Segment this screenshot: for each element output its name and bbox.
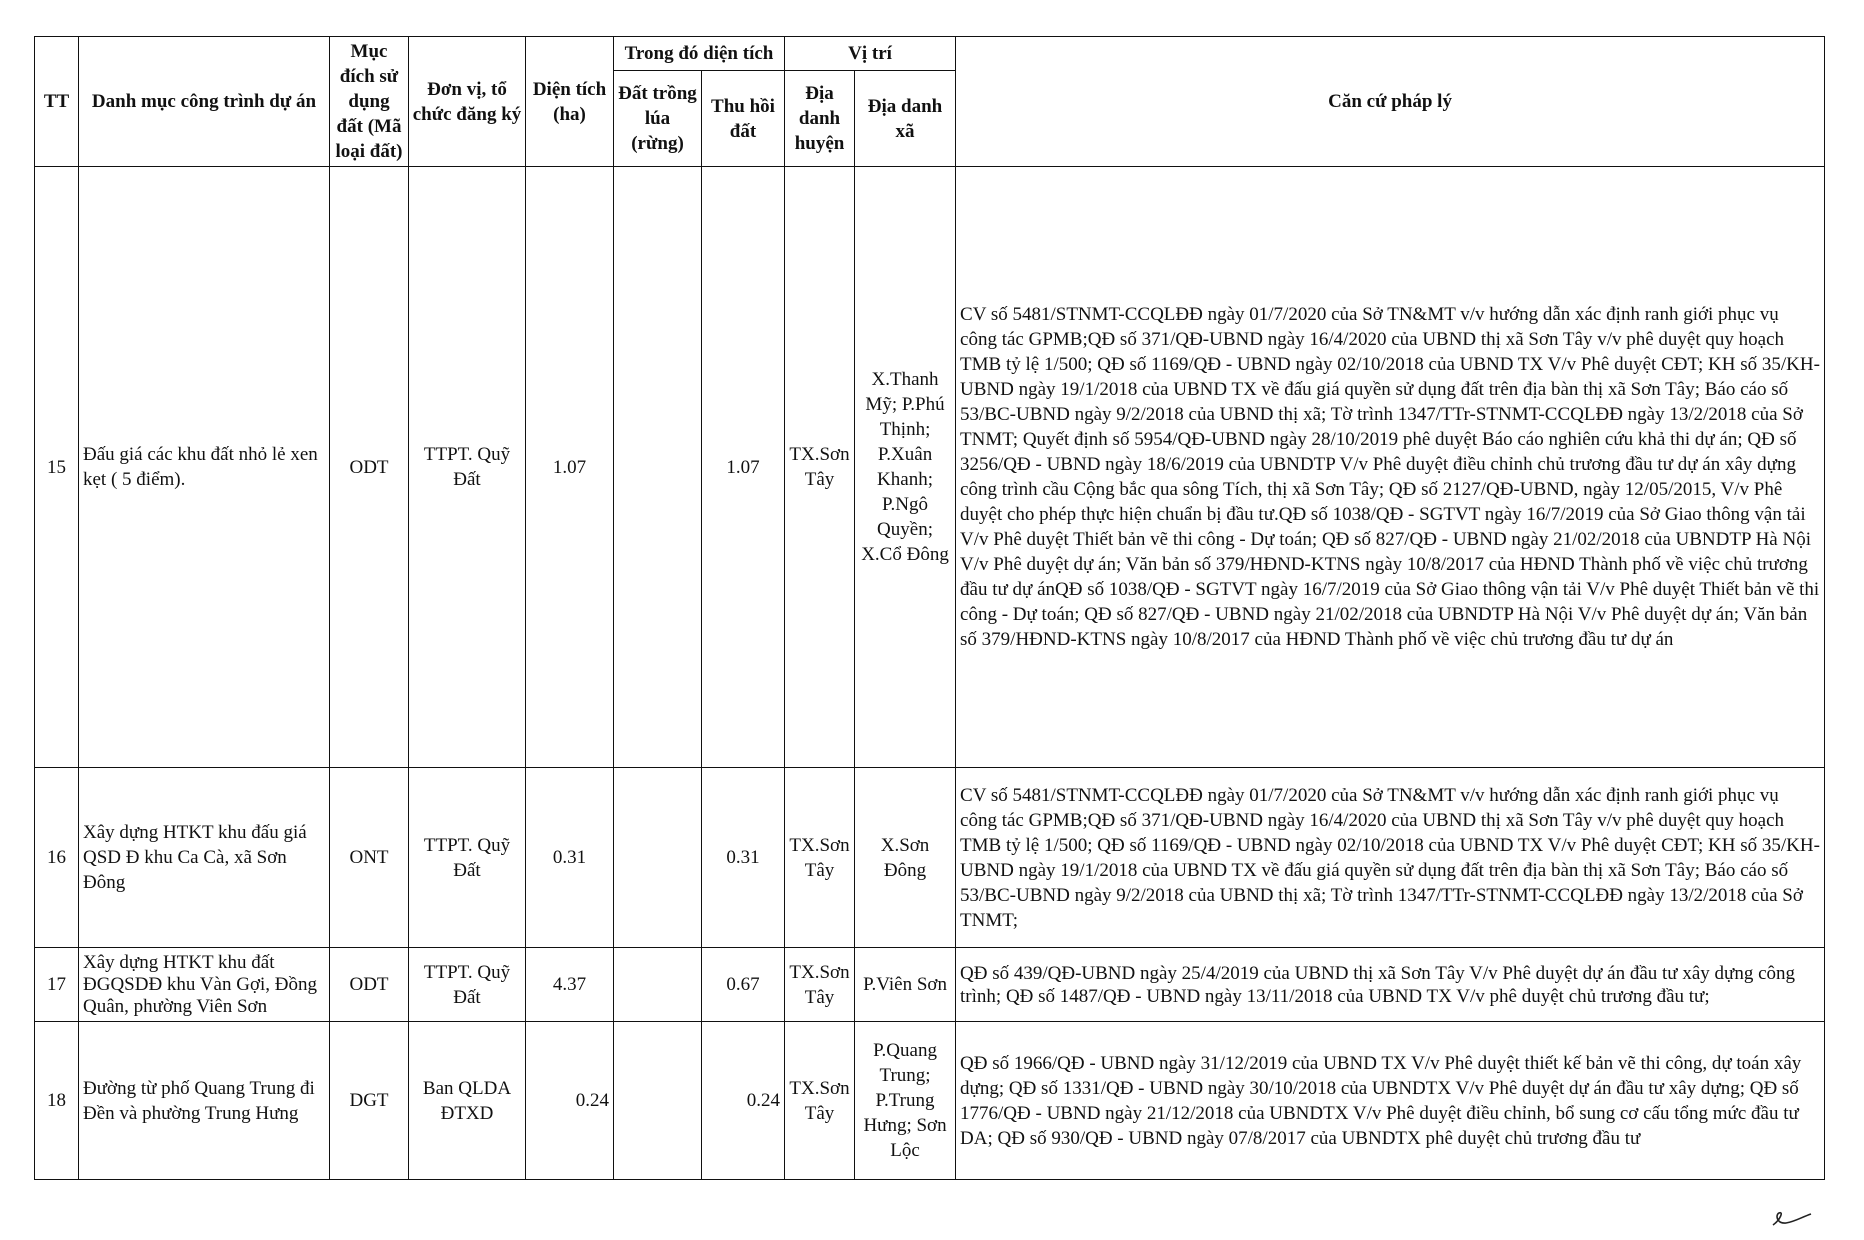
row-project: Xây dựng HTKT khu đất ĐGQSDĐ khu Vàn Gợi, Đồng Quân, phường Viên Sơn bbox=[79, 948, 330, 1022]
row-project: Đường từ phố Quang Trung đi Đền và phường Trung Hưng bbox=[79, 1022, 330, 1180]
row-tt: 15 bbox=[35, 167, 79, 768]
row-area: 1.07 bbox=[526, 167, 614, 768]
header-rice: Đất trồng lúa (rừng) bbox=[614, 71, 702, 167]
row-project: Xây dựng HTKT khu đấu giá QSD Đ khu Ca Cà, xã Sơn Đông bbox=[79, 768, 330, 948]
row-purpose: ODT bbox=[330, 948, 409, 1022]
row-legal: QĐ số 1966/QĐ - UBND ngày 31/12/2019 của UBND TX V/v Phê duyệt thiết kế bản vẽ thi công, dự toán xây dựng; QĐ số 1331/QĐ - UBND ngày 30/10/2018 của UBNDTX V/v Phê duyệt dự án đầu tư xây dựng; QĐ số 1776/QĐ - UBND ngày 21/12/2018 của UBNDTX V/v Phê duyệt điều chỉnh, bổ sung cơ cấu tổng mức đầu tư DA; QĐ số 930/QĐ - UBND ngày 07/8/2017 của UBNDTX phê duyệt chủ trương đầu tư bbox=[956, 1022, 1825, 1180]
row-unit: TTPT. Quỹ Đất bbox=[409, 167, 526, 768]
header-unit: Đơn vị, tổ chức đăng ký bbox=[409, 37, 526, 167]
row-legal: CV số 5481/STNMT-CCQLĐĐ ngày 01/7/2020 của Sở TN&MT v/v hướng dẫn xác định ranh giới phục vụ công tác GPMB;QĐ số 371/QĐ-UBND ngày 16/4/2020 của UBND thị xã Sơn Tây v/v phê duyệt quy hoạch TMB tỷ lệ 1/500; QĐ số 1169/QĐ - UBND ngày 02/10/2018 của UBND TX V/v Phê duyệt CĐT; KH số 35/KH-UBND ngày 19/1/2018 của UBND TX về đấu giá quyền sử dụng đất trên địa bàn thị xã Sơn Tây; Báo cáo số 53/BC-UBND ngày 9/2/2018 của UBND thị xã; Tờ trình 1347/TTr-STNMT-CCQLĐĐ ngày 13/2/2018 của Sở TNMT; bbox=[956, 768, 1825, 948]
table-row bbox=[35, 768, 1825, 948]
header-area: Diện tích (ha) bbox=[526, 37, 614, 167]
row-legal: QĐ số 439/QĐ-UBND ngày 25/4/2019 của UBND thị xã Sơn Tây V/v Phê duyệt dự án đầu tư xây dựng công trình; QĐ số 1487/QĐ - UBND ngày 13/11/2018 của UBND TX V/v phê duyệt chủ trương đầu tư; bbox=[956, 948, 1825, 1022]
row-commune: X.Sơn Đông bbox=[855, 768, 956, 948]
row-recovered: 0.67 bbox=[702, 948, 785, 1022]
header-group-area: Trong đó diện tích bbox=[614, 37, 785, 71]
row-rice bbox=[614, 167, 702, 768]
signature-mark bbox=[1770, 1208, 1814, 1230]
table-row bbox=[35, 948, 1825, 1022]
row-district: TX.Sơn Tây bbox=[785, 948, 855, 1022]
header-purpose: Mục đích sử dụng đất (Mã loại đất) bbox=[330, 37, 409, 167]
row-recovered: 0.24 bbox=[702, 1022, 785, 1180]
row-unit: TTPT. Quỹ Đất bbox=[409, 948, 526, 1022]
header-tt: TT bbox=[35, 37, 79, 167]
row-area: 0.31 bbox=[526, 768, 614, 948]
row-rice bbox=[614, 1022, 702, 1180]
row-legal: CV số 5481/STNMT-CCQLĐĐ ngày 01/7/2020 của Sở TN&MT v/v hướng dẫn xác định ranh giới phục vụ công tác GPMB;QĐ số 371/QĐ-UBND ngày 16/4/2020 của UBND thị xã Sơn Tây v/v phê duyệt quy hoạch TMB tỷ lệ 1/500; QĐ số 1169/QĐ - UBND ngày 02/10/2018 của UBND TX V/v Phê duyệt CĐT; KH số 35/KH-UBND ngày 19/1/2018 của UBND TX về đấu giá quyền sử dụng đất trên địa bàn thị xã Sơn Tây; Báo cáo số 53/BC-UBND ngày 9/2/2018 của UBND thị xã; Tờ trình 1347/TTr-STNMT-CCQLĐĐ ngày 13/2/2018 của Sở TNMT; Quyết định số 5954/QĐ-UBND ngày 28/10/2019 phê duyệt Báo cáo nghiên cứu khả thi dự án; QĐ số 3256/QĐ - UBND ngày 18/6/2019 của UBNDTP V/v Phê duyệt điều chỉnh chủ trương đầu tư dự án xây dựng công trình cầu Cộng bắc qua sông Tích, thị xã Sơn Tây; QĐ số 2127/QĐ-UBND, ngày 12/05/2015, V/v Phê duyệt cho phép thực hiện chuẩn bị đầu tư.QĐ số 1038/QĐ - SGTVT ngày 16/7/2019 của Sở Giao thông vận tải V/v Phê duyệt Thiết bản vẽ thi công - Dự toán; QĐ số 827/QĐ - UBND ngày 21/02/2018 của UBNDTP Hà Nội V/v Phê duyệt dự án; Văn bản số 379/HĐND-KTNS ngày 10/8/2017 của HĐND Thành phố về việc chủ trương đầu tư dự ánQĐ số 1038/QĐ - SGTVT ngày 16/7/2019 của Sở Giao thông vận tải V/v Phê duyệt Thiết bản vẽ thi công - Dự toán; QĐ số 827/QĐ - UBND ngày 21/02/2018 của UBNDTP Hà Nội V/v Phê duyệt dự án; Văn bản số 379/HĐND-KTNS ngày 10/8/2017 của HĐND Thành phố về việc chủ trương đầu tư dự án bbox=[956, 167, 1825, 768]
row-district: TX.Sơn Tây bbox=[785, 1022, 855, 1180]
document-page bbox=[34, 36, 1824, 1180]
header-commune: Địa danh xã bbox=[855, 71, 956, 167]
row-recovered: 1.07 bbox=[702, 167, 785, 768]
row-commune: P.Quang Trung; P.Trung Hưng; Sơn Lộc bbox=[855, 1022, 956, 1180]
row-recovered: 0.31 bbox=[702, 768, 785, 948]
row-district: TX.Sơn Tây bbox=[785, 768, 855, 948]
row-unit: TTPT. Quỹ Đất bbox=[409, 768, 526, 948]
header-legal: Căn cứ pháp lý bbox=[956, 37, 1825, 167]
row-rice bbox=[614, 948, 702, 1022]
row-tt: 18 bbox=[35, 1022, 79, 1180]
header-group-location: Vị trí bbox=[785, 37, 956, 71]
row-purpose: ONT bbox=[330, 768, 409, 948]
row-unit: Ban QLDA ĐTXD bbox=[409, 1022, 526, 1180]
table-row bbox=[35, 1022, 1825, 1180]
row-rice bbox=[614, 768, 702, 948]
row-tt: 17 bbox=[35, 948, 79, 1022]
row-district: TX.Sơn Tây bbox=[785, 167, 855, 768]
row-tt: 16 bbox=[35, 768, 79, 948]
row-project: Đấu giá các khu đất nhỏ lẻ xen kẹt ( 5 điểm). bbox=[79, 167, 330, 768]
row-commune: P.Viên Sơn bbox=[855, 948, 956, 1022]
table-row bbox=[35, 167, 1825, 768]
row-commune: X.Thanh Mỹ; P.Phú Thịnh; P.Xuân Khanh; P.Ngô Quyền; X.Cổ Đông bbox=[855, 167, 956, 768]
row-purpose: ODT bbox=[330, 167, 409, 768]
land-use-table bbox=[34, 36, 1825, 1180]
header-recovered: Thu hồi đất bbox=[702, 71, 785, 167]
header-project: Danh mục công trình dự án bbox=[79, 37, 330, 167]
header-district: Địa danh huyện bbox=[785, 71, 855, 167]
row-area: 4.37 bbox=[526, 948, 614, 1022]
row-area: 0.24 bbox=[526, 1022, 614, 1180]
row-purpose: DGT bbox=[330, 1022, 409, 1180]
